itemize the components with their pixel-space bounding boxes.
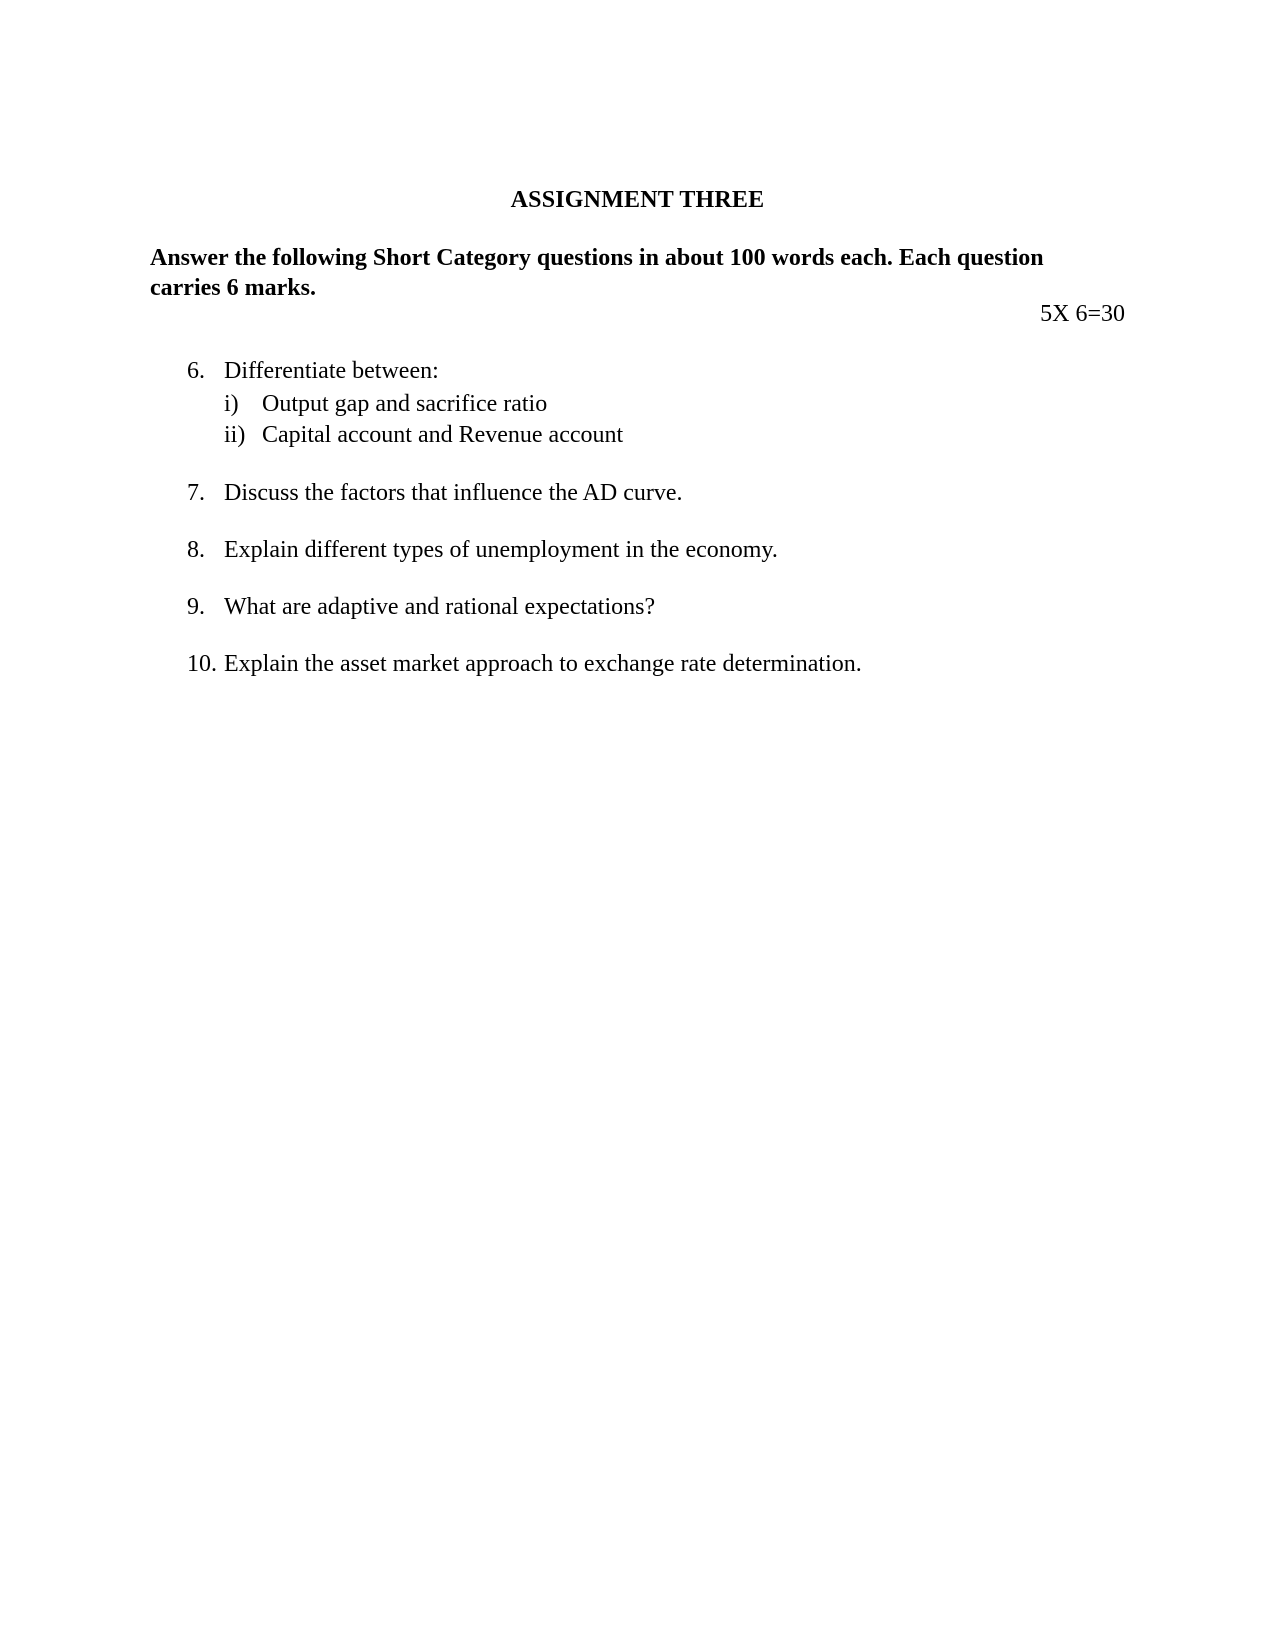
question-number: 9. <box>187 594 205 620</box>
page-title: ASSIGNMENT THREE <box>510 187 765 213</box>
sub-item-number: ii) <box>224 422 246 448</box>
question-text: Discuss the factors that influence the AD curve. <box>224 480 683 506</box>
question-number: 8. <box>187 537 205 563</box>
question-number: 10. <box>187 651 217 677</box>
sub-item-text: Output gap and sacrifice ratio <box>262 391 548 417</box>
question-text: Differentiate between: <box>224 358 439 384</box>
question-list <box>187 357 1087 678</box>
question-item <box>187 479 1087 507</box>
question-item <box>187 536 1087 564</box>
question-number: 7. <box>187 480 205 506</box>
question-item <box>187 650 1087 678</box>
question-text: What are adaptive and rational expectations? <box>224 594 656 620</box>
sub-item <box>224 390 1087 418</box>
sub-item <box>224 421 1087 449</box>
marks-scheme: 5X 6=30 <box>1040 301 1125 327</box>
question-item <box>187 593 1087 621</box>
question-text: Explain the asset market approach to exchange rate determination. <box>224 651 862 677</box>
question-number: 6. <box>187 358 205 384</box>
question-text: Explain different types of unemployment in the economy. <box>224 537 778 563</box>
instructions: Answer the following Short Category questions in about 100 words each. Each question carries 6 marks. <box>150 245 1044 301</box>
sub-item-number: i) <box>224 391 239 417</box>
sub-item-text: Capital account and Revenue account <box>262 422 624 448</box>
question-item <box>187 357 1087 449</box>
